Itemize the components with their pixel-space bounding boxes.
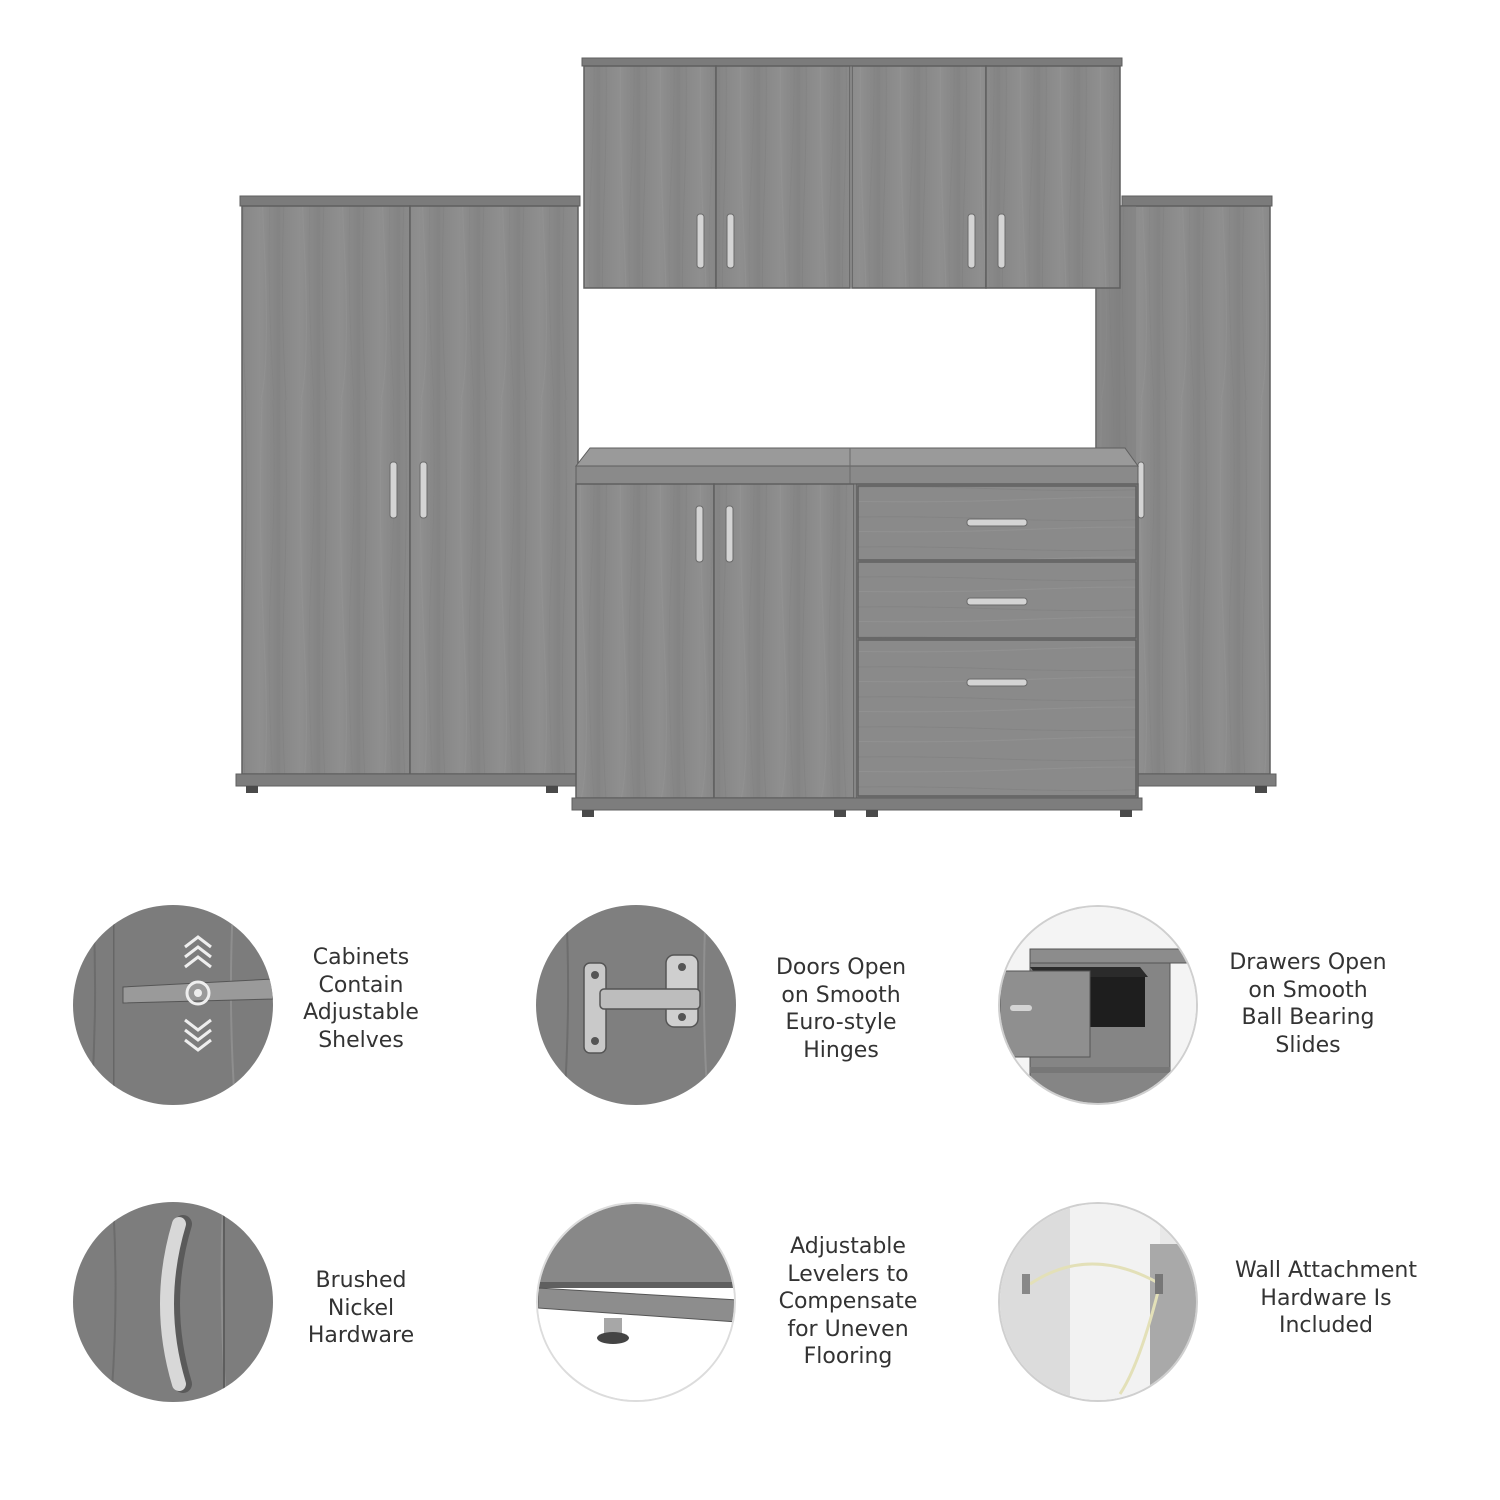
feature-shelves-image <box>73 905 273 1105</box>
feature-hardware-image <box>73 1202 273 1402</box>
upper-wall-cabinets <box>582 58 1122 288</box>
left-tall-cabinet <box>236 196 584 793</box>
feature-slides-image <box>998 905 1198 1105</box>
feature-levelers-image <box>536 1202 736 1402</box>
feature-shelves-label: Cabinets Contain Adjustable Shelves <box>303 945 419 1053</box>
feature-slides-label: Drawers Open on Smooth Ball Bearing Slides <box>1229 950 1387 1058</box>
feature-levelers-label: Adjustable Levelers to Compensate for Uneven Flooring <box>778 1234 918 1369</box>
feature-hinges-image <box>536 905 736 1105</box>
feature-wall-attachment-image <box>998 1202 1198 1402</box>
feature-wall-attachment-label: Wall Attachment Hardware Is Included <box>1234 1258 1417 1338</box>
feature-hardware-label: Brushed Nickel Hardware <box>307 1268 415 1348</box>
base-cabinets <box>572 448 1142 817</box>
feature-hinges-label: Doors Open on Smooth Euro-style Hinges <box>775 955 907 1063</box>
